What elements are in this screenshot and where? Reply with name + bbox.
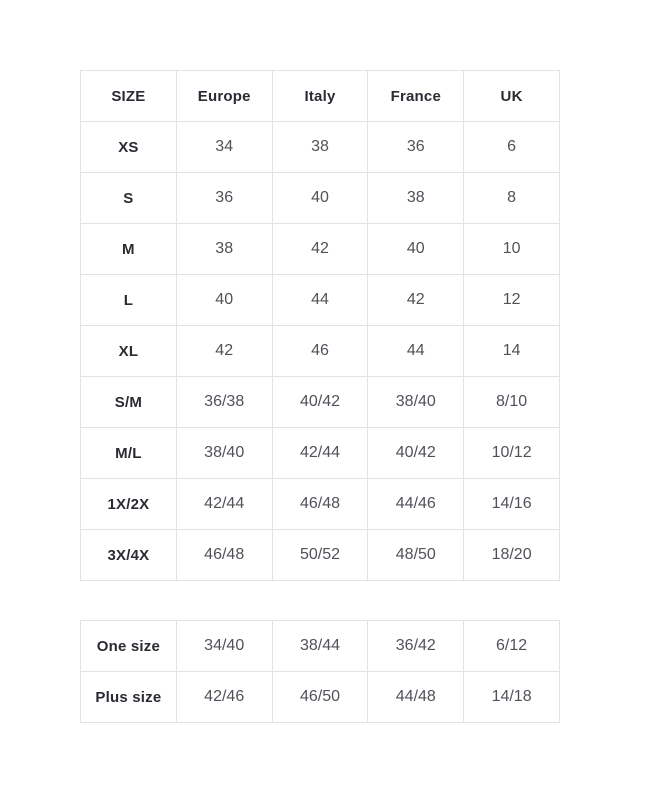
- size-value: 44/48: [368, 672, 464, 723]
- size-value: 46/48: [176, 530, 272, 581]
- size-value: 6/12: [464, 621, 560, 672]
- size-value: 42: [272, 224, 368, 275]
- size-value: 50/52: [272, 530, 368, 581]
- size-value: 46/50: [272, 672, 368, 723]
- size-value: 42/44: [176, 479, 272, 530]
- column-header: UK: [464, 71, 560, 122]
- table-row: [81, 530, 560, 581]
- table-row: [81, 672, 560, 723]
- table-row: [81, 275, 560, 326]
- size-value: 38: [176, 224, 272, 275]
- column-header: Italy: [272, 71, 368, 122]
- size-value: 44: [272, 275, 368, 326]
- table-row: [81, 621, 560, 672]
- size-value: 46/48: [272, 479, 368, 530]
- size-value: 34: [176, 122, 272, 173]
- row-label: M: [81, 224, 177, 275]
- size-value: 8: [464, 173, 560, 224]
- table-row: [81, 224, 560, 275]
- size-value: 8/10: [464, 377, 560, 428]
- size-value: 44: [368, 326, 464, 377]
- special-sizes-table-body: [81, 621, 560, 723]
- size-value: 10: [464, 224, 560, 275]
- size-value: 18/20: [464, 530, 560, 581]
- size-value: 36/42: [368, 621, 464, 672]
- size-value: 40/42: [272, 377, 368, 428]
- column-header: SIZE: [81, 71, 177, 122]
- size-value: 48/50: [368, 530, 464, 581]
- size-value: 44/46: [368, 479, 464, 530]
- column-header: France: [368, 71, 464, 122]
- column-header: Europe: [176, 71, 272, 122]
- size-value: 38/40: [368, 377, 464, 428]
- size-value: 38/40: [176, 428, 272, 479]
- table-row: [81, 326, 560, 377]
- table-row: [81, 122, 560, 173]
- row-label: S/M: [81, 377, 177, 428]
- size-value: 36/38: [176, 377, 272, 428]
- size-value: 40: [368, 224, 464, 275]
- size-value: 46: [272, 326, 368, 377]
- size-value: 14: [464, 326, 560, 377]
- size-value: 42/46: [176, 672, 272, 723]
- row-label: L: [81, 275, 177, 326]
- size-value: 38: [272, 122, 368, 173]
- size-value: 36: [176, 173, 272, 224]
- size-value: 6: [464, 122, 560, 173]
- size-conversion-table: [80, 70, 560, 581]
- table-row: [81, 428, 560, 479]
- row-label: Plus size: [81, 672, 177, 723]
- row-label: XS: [81, 122, 177, 173]
- size-value: 40/42: [368, 428, 464, 479]
- row-label: XL: [81, 326, 177, 377]
- size-value: 10/12: [464, 428, 560, 479]
- size-value: 14/16: [464, 479, 560, 530]
- size-value: 42/44: [272, 428, 368, 479]
- row-label: M/L: [81, 428, 177, 479]
- size-value: 42: [176, 326, 272, 377]
- size-value: 12: [464, 275, 560, 326]
- size-value: 40: [176, 275, 272, 326]
- size-value: 14/18: [464, 672, 560, 723]
- size-value: 40: [272, 173, 368, 224]
- size-value: 38: [368, 173, 464, 224]
- table-row: [81, 479, 560, 530]
- table-row: [81, 377, 560, 428]
- size-value: 38/44: [272, 621, 368, 672]
- size-conversion-table-head: [81, 71, 560, 122]
- size-conversion-table-body: [81, 122, 560, 581]
- size-value: 42: [368, 275, 464, 326]
- row-label: S: [81, 173, 177, 224]
- row-label: 1X/2X: [81, 479, 177, 530]
- row-label: One size: [81, 621, 177, 672]
- header-row: [81, 71, 560, 122]
- size-value: 36: [368, 122, 464, 173]
- row-label: 3X/4X: [81, 530, 177, 581]
- size-value: 34/40: [176, 621, 272, 672]
- table-row: [81, 173, 560, 224]
- special-sizes-table: [80, 620, 560, 723]
